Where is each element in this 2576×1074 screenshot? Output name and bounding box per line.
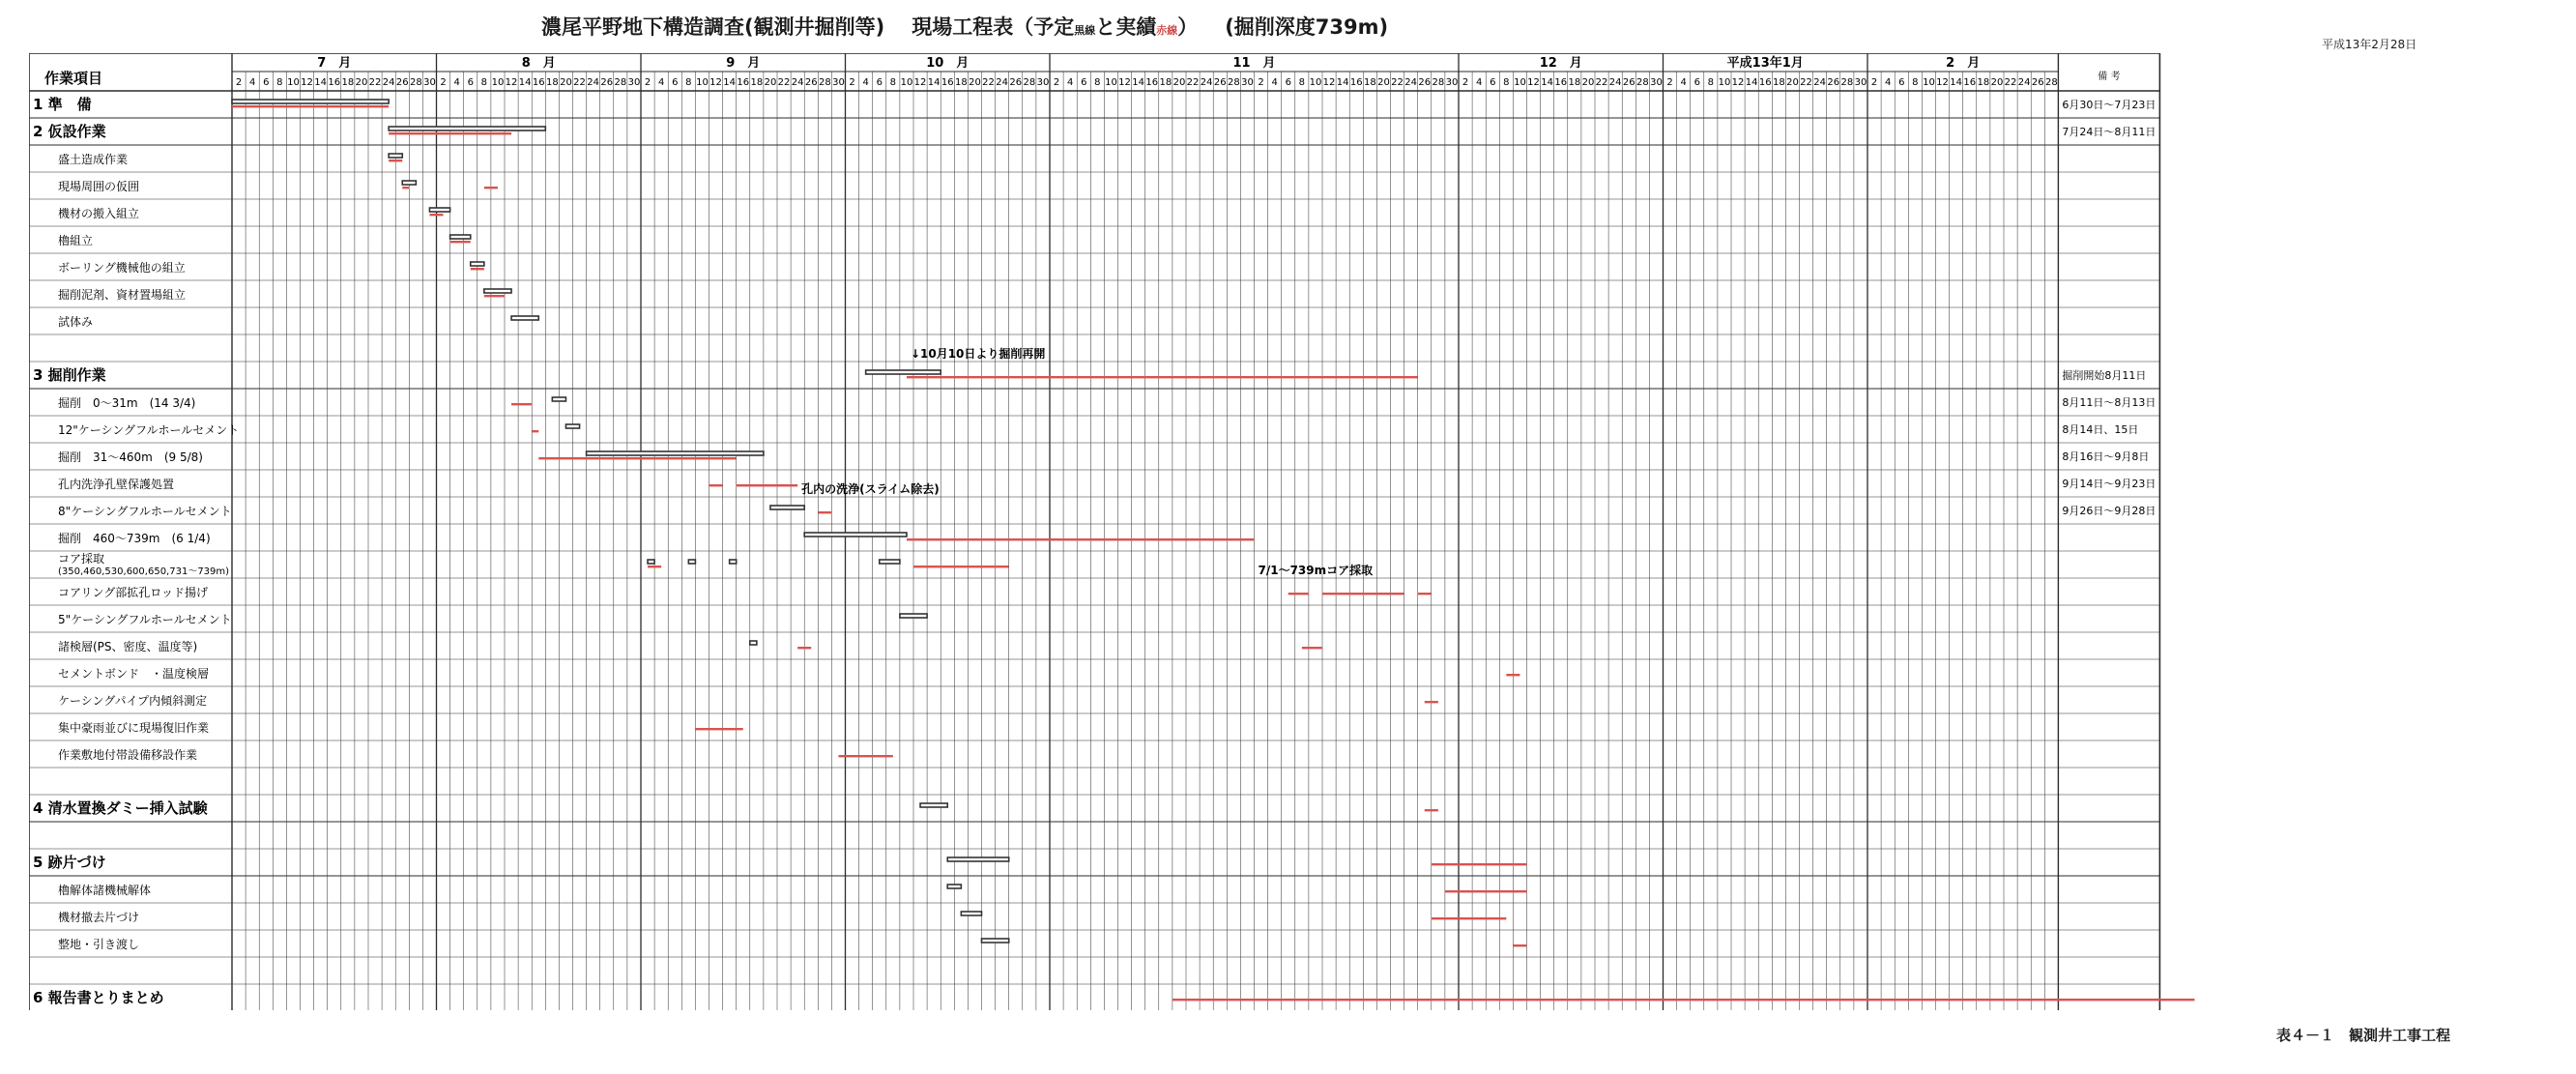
actual-bar: [1432, 917, 1507, 919]
plan-bar: [804, 533, 907, 537]
row-note: 8月11日～8月13日: [2062, 396, 2156, 409]
day-tick-label: 28: [1635, 77, 1649, 88]
actual-bar: [1425, 701, 1438, 703]
row-label: ケーシングパイプ内傾斜測定: [58, 694, 208, 708]
row-label: 機材撤去片づけ: [58, 911, 140, 924]
day-tick-label: 26: [600, 77, 614, 88]
day-tick-label: 10: [491, 77, 505, 88]
col-notes-label: 備 考: [2098, 72, 2121, 82]
day-tick-label: 6: [263, 77, 270, 88]
day-tick-label: 14: [927, 77, 941, 88]
day-tick-label: 28: [614, 77, 627, 88]
day-tick-label: 26: [1009, 77, 1023, 88]
actual-bar: [429, 214, 443, 216]
day-tick-label: 8: [1298, 77, 1306, 88]
day-tick-label: 4: [862, 77, 869, 88]
day-tick-label: 30: [423, 77, 436, 88]
row-label: 掘削 31～460m (9 5/8): [58, 450, 203, 464]
day-tick-label: 4: [1680, 77, 1687, 88]
row-label: 掘削 460～739m (6 1/4): [58, 532, 211, 545]
plan-bar: [770, 506, 804, 509]
day-tick-label: 4: [1475, 77, 1483, 88]
day-tick-label: 2: [440, 77, 447, 88]
day-tick-label: 10: [1923, 77, 1935, 88]
actual-bar: [1288, 593, 1309, 595]
plan-bar: [750, 641, 757, 645]
day-tick-label: 28: [1023, 77, 1036, 88]
day-tick-label: 22: [2004, 77, 2017, 88]
plan-bar: [947, 885, 961, 888]
day-tick-label: 14: [723, 77, 737, 88]
actual-bar: [1425, 809, 1438, 811]
day-tick-label: 6: [1081, 77, 1087, 88]
row-label: 諸検層(PS、密度、温度等): [58, 640, 198, 653]
actual-bar: [1172, 999, 2194, 1001]
day-tick-label: 20: [969, 77, 981, 88]
day-tick-label: 4: [1271, 77, 1278, 88]
day-tick-label: 12: [1936, 77, 1949, 88]
row-note: 9月14日～9月23日: [2062, 478, 2156, 490]
day-tick-label: 24: [587, 77, 600, 88]
day-tick-label: 24: [791, 77, 804, 88]
plan-bar: [947, 857, 1008, 861]
month-label: 平成13年1月: [1726, 56, 1804, 71]
day-tick-label: 20: [560, 77, 572, 88]
actual-bar: [471, 268, 484, 270]
plan-bar: [982, 939, 1009, 943]
day-tick-label: 22: [573, 77, 586, 88]
plan-bar: [587, 451, 764, 455]
plan-bar: [552, 397, 565, 401]
day-tick-label: 10: [900, 77, 913, 88]
actual-bar: [1322, 593, 1404, 595]
plan-bar: [565, 424, 579, 428]
day-tick-label: 14: [1336, 77, 1349, 88]
day-tick-label: 26: [1827, 77, 1840, 88]
day-tick-label: 6: [467, 77, 474, 88]
day-tick-label: 30: [1445, 77, 1459, 88]
day-tick-label: 14: [314, 77, 328, 88]
actual-bar: [907, 376, 1418, 378]
day-tick-label: 16: [328, 77, 341, 88]
day-tick-label: 20: [1172, 77, 1186, 88]
row-note: 6月30日～7月23日: [2062, 99, 2156, 111]
day-tick-label: 6: [1285, 77, 1291, 88]
day-tick-label: 6: [1490, 77, 1496, 88]
annotation-text: 孔内の洗浄(スライム除去): [801, 482, 940, 496]
day-tick-label: 20: [355, 77, 368, 88]
row-label: 櫓組立: [58, 234, 94, 247]
day-tick-label: 22: [777, 77, 791, 88]
actual-bar: [532, 430, 538, 432]
day-tick-label: 18: [1363, 77, 1376, 88]
month-label: 10 月: [926, 56, 970, 71]
day-tick-label: 8: [685, 77, 692, 88]
row-label: 4 清水置換ダミー挿入試験: [33, 799, 208, 817]
day-tick-label: 26: [2031, 77, 2044, 88]
plan-bar: [961, 912, 981, 915]
day-tick-label: 20: [1990, 77, 2004, 88]
day-tick-label: 22: [1391, 77, 1404, 88]
row-label: 盛土造成作業: [58, 153, 129, 166]
month-label: 7 月: [317, 56, 352, 71]
day-tick-label: 24: [996, 77, 1009, 88]
row-label: ボーリング機械他の組立: [58, 261, 186, 275]
day-tick-label: 22: [982, 77, 995, 88]
plan-bar: [389, 154, 402, 158]
day-tick-label: 26: [1213, 77, 1227, 88]
plan-bar: [688, 560, 695, 564]
day-tick-label: 6: [876, 77, 883, 88]
actual-bar: [737, 484, 797, 486]
day-tick-label: 18: [1568, 77, 1581, 88]
day-tick-label: 26: [1622, 77, 1635, 88]
day-tick-label: 24: [382, 77, 395, 88]
document-title: [541, 12, 1411, 41]
col-items-label: 作業項目: [44, 70, 103, 87]
day-tick-label: 24: [1404, 77, 1418, 88]
actual-bar: [402, 187, 409, 189]
day-tick-label: 30: [1854, 77, 1867, 88]
title-depth: (掘削深度739m): [1225, 15, 1389, 39]
plan-bar: [730, 560, 737, 564]
row-label: 孔内洗浄孔壁保護処置: [58, 478, 175, 491]
day-tick-label: 2: [644, 77, 651, 88]
row-label: 櫓解体諸機械解体: [58, 884, 152, 897]
title-main: 濃尾平野地下構造調査(観測井掘削等): [541, 15, 885, 39]
day-tick-label: 4: [657, 77, 665, 88]
day-tick-label: 30: [1650, 77, 1663, 88]
row-label: 作業敷地付帯設備移設作業: [58, 748, 198, 762]
day-tick-label: 14: [1745, 77, 1758, 88]
plan-bar: [880, 560, 900, 564]
actual-bar: [818, 511, 831, 513]
day-tick-label: 28: [1432, 77, 1445, 88]
schedule-chart: [29, 53, 2542, 1010]
actual-bar: [797, 647, 811, 649]
actual-bar: [484, 295, 505, 297]
day-tick-label: 4: [1884, 77, 1892, 88]
row-sublabel: (350,460,530,600,650,731～739m): [58, 566, 230, 577]
day-tick-label: 24: [1813, 77, 1827, 88]
day-tick-label: 10: [1309, 77, 1322, 88]
day-tick-label: 12: [1322, 77, 1336, 88]
row-label: 整地・引き渡し: [58, 938, 140, 951]
day-tick-label: 18: [545, 77, 559, 88]
plan-bar: [389, 127, 545, 131]
plan-bar: [511, 316, 538, 320]
day-tick-label: 6: [1693, 77, 1700, 88]
day-tick-label: 24: [1608, 77, 1622, 88]
day-tick-label: 10: [1105, 77, 1117, 88]
day-tick-label: 20: [764, 77, 777, 88]
day-tick-label: 8: [1503, 77, 1510, 88]
actual-bar: [913, 566, 1009, 567]
day-tick-label: 30: [832, 77, 845, 88]
actual-bar: [695, 728, 742, 730]
actual-bar: [1445, 890, 1527, 892]
document-date: 平成13年2月28日: [2322, 38, 2417, 51]
plan-bar: [900, 614, 927, 618]
row-label: 5 跡片づけ: [33, 854, 106, 871]
row-note: 9月26日～9月28日: [2062, 505, 2156, 517]
day-tick-label: 18: [750, 77, 764, 88]
day-tick-label: 26: [395, 77, 409, 88]
actual-bar: [232, 105, 389, 107]
actual-bar: [1302, 647, 1322, 649]
day-tick-label: 24: [2017, 77, 2031, 88]
row-note: 8月16日～9月8日: [2062, 450, 2150, 463]
day-tick-label: 12: [913, 77, 927, 88]
day-tick-label: 22: [1800, 77, 1812, 88]
plan-bar: [920, 803, 947, 807]
actual-bar: [450, 241, 471, 243]
day-tick-label: 2: [1462, 77, 1469, 88]
actual-bar: [511, 403, 532, 405]
day-tick-label: 16: [941, 77, 954, 88]
actual-bar: [648, 566, 661, 567]
day-tick-label: 28: [1227, 77, 1240, 88]
day-tick-label: 30: [1036, 77, 1050, 88]
day-tick-label: 2: [1666, 77, 1673, 88]
month-label: 11 月: [1232, 56, 1276, 71]
day-tick-label: 2: [849, 77, 855, 88]
row-label: 掘削 0～31m (14 3/4): [58, 396, 196, 410]
title-sub: 現場工程表（予定黒線と実績赤線）: [912, 15, 1199, 39]
plan-bar: [866, 370, 941, 374]
day-tick-label: 12: [505, 77, 518, 88]
day-tick-label: 20: [1581, 77, 1595, 88]
day-tick-label: 4: [1066, 77, 1074, 88]
day-tick-label: 2: [1053, 77, 1060, 88]
plan-bar: [450, 235, 471, 239]
day-tick-label: 28: [1840, 77, 1854, 88]
day-tick-label: 16: [1349, 77, 1363, 88]
row-label: 1 準 備: [33, 96, 92, 113]
day-tick-label: 14: [1541, 77, 1554, 88]
annotation-text: 7/1～739mコア採取: [1258, 564, 1374, 577]
day-tick-label: 14: [1950, 77, 1963, 88]
day-tick-label: 16: [1145, 77, 1159, 88]
actual-bar: [1513, 944, 1526, 946]
day-tick-label: 6: [672, 77, 679, 88]
day-tick-label: 2: [1258, 77, 1264, 88]
day-tick-label: 10: [287, 77, 300, 88]
day-tick-label: 28: [2044, 77, 2058, 88]
day-tick-label: 26: [804, 77, 818, 88]
actual-bar: [838, 755, 892, 757]
actual-bar: [709, 484, 723, 486]
day-tick-label: 12: [1118, 77, 1131, 88]
actual-bar: [1506, 674, 1520, 676]
row-label: 機材の搬入組立: [58, 207, 140, 220]
actual-bar: [1432, 863, 1527, 865]
day-tick-label: 8: [889, 77, 897, 88]
day-tick-label: 14: [1132, 77, 1145, 88]
row-label: 3 掘削作業: [33, 366, 106, 384]
month-label: 12 月: [1539, 56, 1582, 71]
month-label: 8 月: [521, 56, 556, 71]
day-tick-label: 18: [1977, 77, 1990, 88]
day-tick-label: 4: [453, 77, 460, 88]
day-tick-label: 10: [696, 77, 709, 88]
row-note: 7月24日～8月11日: [2062, 126, 2156, 138]
day-tick-label: 10: [1514, 77, 1526, 88]
plan-bar: [232, 100, 389, 103]
month-label: 9 月: [726, 56, 761, 71]
day-tick-label: 12: [1527, 77, 1540, 88]
day-tick-label: 4: [248, 77, 256, 88]
day-tick-label: 18: [954, 77, 968, 88]
day-tick-label: 2: [1870, 77, 1878, 88]
row-label: 集中豪雨並びに現場復旧作業: [58, 721, 210, 735]
row-note: 掘削開始8月11日: [2062, 369, 2147, 382]
row-label: 現場周囲の仮囲: [58, 180, 140, 193]
plan-bar: [429, 208, 449, 212]
plan-bar: [484, 289, 511, 293]
row-label: コアリング部拡孔ロッド揚げ: [58, 586, 209, 599]
plan-bar: [471, 262, 484, 266]
day-tick-label: 12: [709, 77, 722, 88]
row-label: 5"ケーシングフルホールセメント: [58, 613, 232, 626]
row-label: 試体み: [58, 315, 94, 329]
plan-bar: [648, 560, 654, 564]
plan-bar: [402, 181, 416, 185]
day-tick-label: 16: [1758, 77, 1772, 88]
row-label: 掘削泥剤、資材置場組立: [58, 288, 187, 302]
actual-bar: [907, 538, 1255, 540]
actual-bar: [484, 187, 498, 189]
row-label: 12"ケーシングフルホールセメント: [58, 423, 240, 437]
day-tick-label: 18: [341, 77, 355, 88]
table-caption: 表４－１ 観測井工事工程: [2276, 1027, 2451, 1044]
day-tick-label: 8: [480, 77, 488, 88]
day-tick-label: 10: [1718, 77, 1731, 88]
day-tick-label: 24: [1200, 77, 1213, 88]
day-tick-label: 16: [1963, 77, 1977, 88]
day-tick-label: 6: [1898, 77, 1905, 88]
day-tick-label: 20: [1786, 77, 1799, 88]
day-tick-label: 28: [818, 77, 831, 88]
day-tick-label: 22: [1595, 77, 1608, 88]
day-tick-label: 16: [1554, 77, 1568, 88]
day-tick-label: 8: [1094, 77, 1101, 88]
day-tick-label: 18: [1159, 77, 1172, 88]
actual-bar: [389, 160, 402, 161]
day-tick-label: 20: [1377, 77, 1390, 88]
day-tick-label: 8: [276, 77, 283, 88]
day-tick-label: 30: [1241, 77, 1254, 88]
row-label: 8"ケーシングフルホールセメント: [58, 505, 232, 518]
day-tick-label: 22: [1186, 77, 1200, 88]
row-label: 6 報告書とりまとめ: [33, 989, 164, 1006]
day-tick-label: 22: [368, 77, 382, 88]
actual-bar: [538, 457, 736, 459]
annotation-text: ↓10月10日より掘削再開: [910, 347, 1046, 361]
day-tick-label: 12: [1731, 77, 1745, 88]
row-note: 8月14日、15日: [2062, 423, 2139, 436]
day-tick-label: 14: [518, 77, 532, 88]
day-tick-label: 16: [532, 77, 545, 88]
day-tick-label: 8: [1707, 77, 1715, 88]
actual-bar: [1418, 593, 1432, 595]
gantt-svg: [29, 53, 2542, 1010]
row-label: 2 仮設作業: [33, 123, 106, 140]
row-label: コア採取: [58, 552, 105, 566]
day-tick-label: 2: [235, 77, 243, 88]
day-tick-label: 8: [1912, 77, 1919, 88]
actual-bar: [389, 132, 511, 134]
day-tick-label: 30: [627, 77, 641, 88]
day-tick-label: 26: [1418, 77, 1432, 88]
row-label: セメントボンド ・温度検層: [58, 667, 210, 681]
month-label: 2 月: [1946, 56, 1981, 71]
day-tick-label: 18: [1772, 77, 1785, 88]
day-tick-label: 16: [737, 77, 750, 88]
day-tick-label: 28: [409, 77, 422, 88]
day-tick-label: 12: [301, 77, 313, 88]
